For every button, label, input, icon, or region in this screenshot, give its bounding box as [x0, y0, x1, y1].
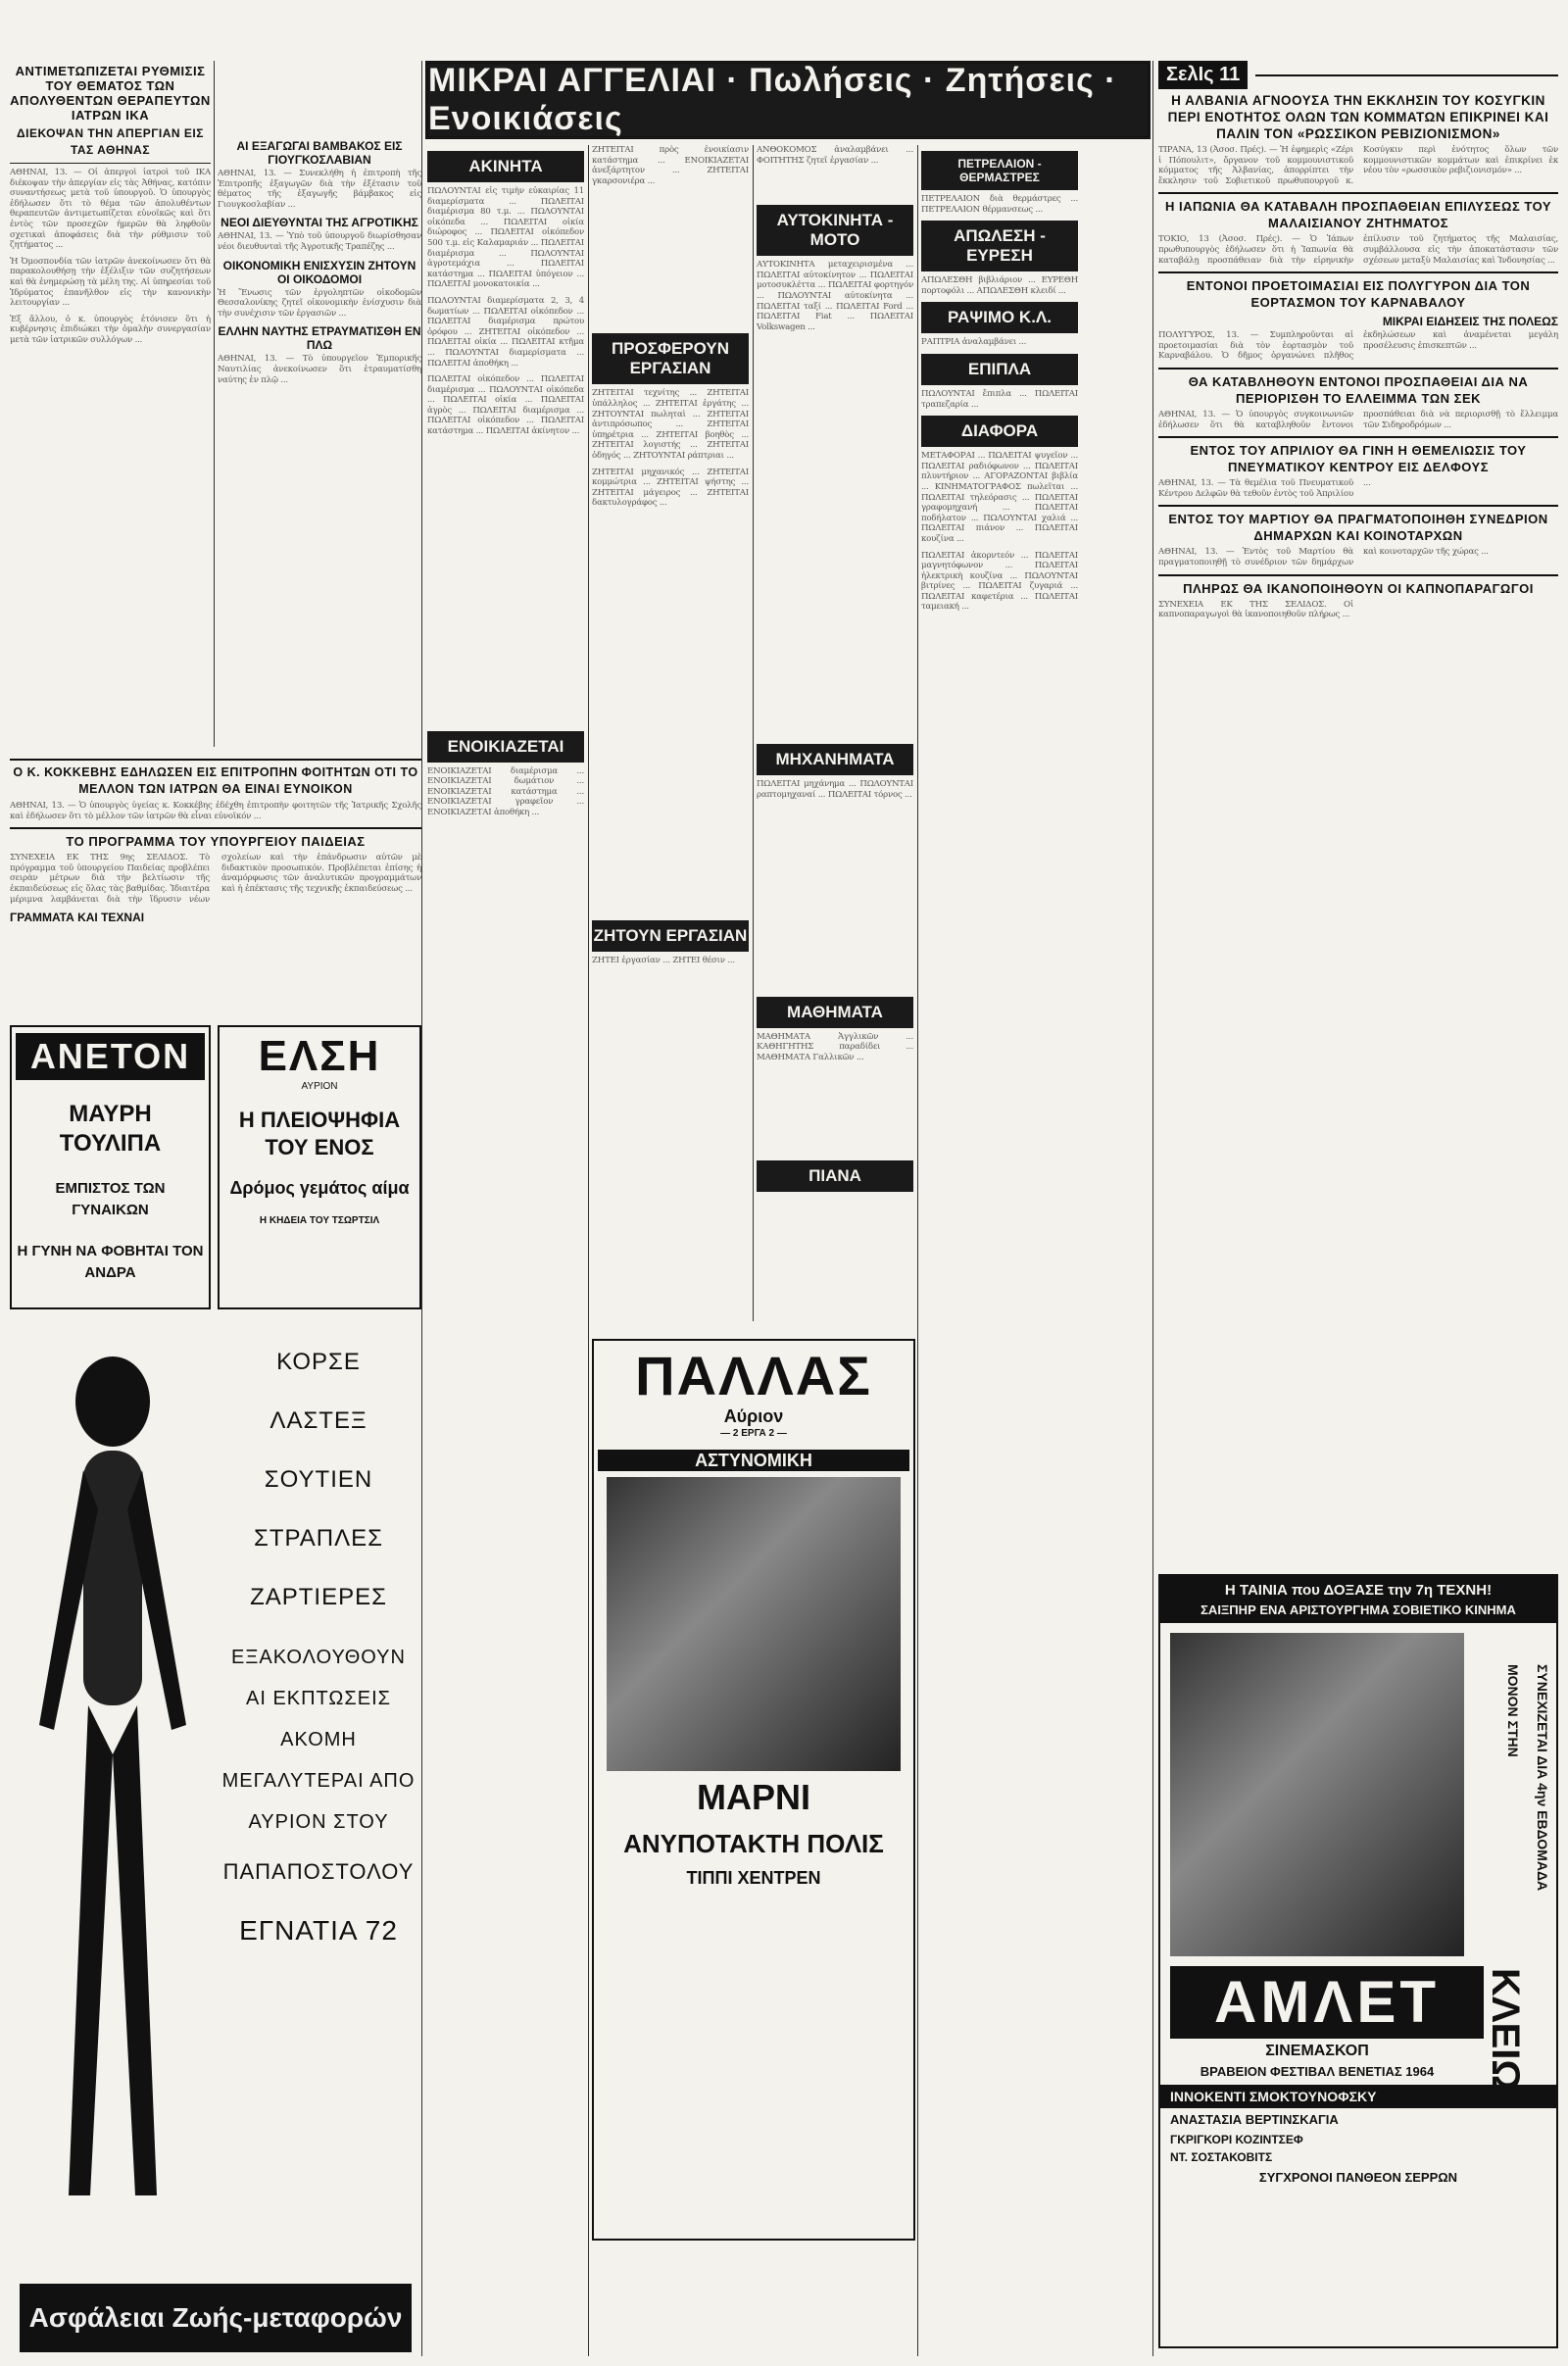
- corset-addr: ΕΓΝΑΤΙΑ 72: [239, 1915, 398, 1946]
- ad-pallas-film2: ΜΑΡΝΙ: [697, 1777, 810, 1817]
- article-text: ΑΘΗΝΑΙ, 13. — Συνεκλήθη ἡ ἐπιτροπὴ τῆς Ἐπιτροπῆς ἐξαγωγῶν διὰ τὴν ἐξέτασιν τοῦ θέματος τῆς ἐξαγωγῆς βάμβακος εἰς Γιουγκοσλαβίαν ...: [218, 169, 421, 210]
- classified-entries: ΖΗΤΕΙΤΑΙ μηχανικός ... ΖΗΤΕΙΤΑΙ κομμώτρια ... ΖΗΤΕΙΤΑΙ ψήστης ... ΖΗΤΕΙΤΑΙ μάγειρος ... ΖΗΤΕΙΤΑΙ δακτυλογράφος ...: [592, 467, 749, 509]
- classified-entries: ΠΩΛΕΙΤΑΙ μηχάνημα ... ΠΩΛΟΥΝΤΑΙ ραπτομηχαναί ... ΠΩΛΕΙΤΑΙ τόρνος ...: [757, 779, 913, 800]
- divider: [1158, 368, 1558, 370]
- ad-elsi-top: ΑΥΡΙΟΝ: [301, 1081, 338, 1092]
- section-lost-found: ΑΠΩΛΕΣΗ - ΕΥΡΕΣΗ: [921, 221, 1078, 271]
- corset-item: ΚΟΡΣΕ: [276, 1349, 361, 1375]
- left-news-band: [10, 755, 421, 926]
- ad-hamlet-director: ΓΚΡΙΓΚΟΡΙ ΚΟΖΙΝΤΣΕΦ: [1170, 2133, 1303, 2146]
- divider: [10, 759, 421, 761]
- headline-tobacco: ΠΛΗΡΩΣ ΘΑ ΙΚΑΝΟΠΟΙΗΘΟΥΝ ΟΙ ΚΑΠΝΟΠΑΡΑΓΩΓΟΙ: [1183, 580, 1534, 596]
- ad-elsi-cinema: [218, 1025, 421, 1309]
- ad-hamlet-vertical: ΣΥΝΕΧΙΖΕΤΑΙ ΔΙΑ 4ην ΕΒΔΟΜΑΔΑ: [1535, 1664, 1550, 1892]
- classifieds-banner: ΜΙΚΡΑΙ ΑΓΓΕΛΙΑΙ · Πωλήσεις · Ζητήσεις · Ενοικιάσεις: [425, 61, 1151, 139]
- column-rule: [421, 61, 422, 2356]
- section-for-rent: ΕΝΟΙΚΙΑΖΕΤΑΙ: [427, 731, 584, 763]
- classified-entries: ΑΥΤΟΚΙΝΗΤΑ μεταχειρισμένα ... ΠΩΛΕΙΤΑΙ αὐτοκίνητον ... ΠΩΛΕΙΤΑΙ μοτοσυκλέττα ... ΠΩΛΕΙΤΑΙ φορτηγόν ... ΠΩΛΟΥΝΤΑΙ αὐτοκίνητα ... ΠΩΛΕΙΤΑΙ ταξί ... ΠΩΛΕΙΤΑΙ Ford ... ΠΩΛΕΙΤΑΙ Fiat ... ΠΩΛΕΙΤΑΙ Volkswagen ...: [757, 260, 913, 332]
- classifieds-col-4: [921, 145, 1078, 2350]
- article-text: ΑΘΗΝΑΙ, 13. — Τὰ θεμέλια τοῦ Πνευματικοῦ Κέντρου Δελφῶν θὰ τεθοῦν ἐντὸς τοῦ Ἀπριλίου ...: [1158, 478, 1371, 499]
- classified-entries: ΑΠΩΛΕΣΘΗ βιβλιάριον ... ΕΥΡΕΘΗ πορτοφόλι ... ΑΠΩΛΕΣΘΗ κλειδί ...: [921, 275, 1078, 296]
- woman-figure-illustration: [20, 1313, 206, 2274]
- ad-hamlet-music: ΝΤ. ΣΟΣΤΑΚΟΒΙΤΣ: [1170, 2150, 1273, 2164]
- subhead-builders: ΟΙΚΟΝΟΜΙΚΗ ΕΝΙΣΧΥΣΙΝ ΖΗΤΟΥΝ ΟΙ ΟΙΚΟΔΟΜΟΙ: [222, 258, 416, 286]
- article-text: ΤΟΚΙΟ, 13 (Ἀσοσ. Πρές). — Ὁ Ἰάπων πρωθυπουργὸς ἐδήλωσεν ὅτι ἡ Ἰαπωνία θὰ καταβάλῃ προσπάθειαν διὰ τὴν εἰρηνικὴν ἐπίλυσιν τοῦ ζητήματος τῆς Μαλαισίας, συμβάλλουσα εἰς τὴν ἀποκατάστασιν τῶν σχέσεων μεταξὺ Μαλαισίας καὶ Ἰνδονησίας ...: [1158, 234, 1558, 266]
- section-real-estate: ΑΚΙΝΗΤΑ: [427, 151, 584, 182]
- article-text: ΤΙΡΑΝΑ, 13 (Ἀσοσ. Πρές). — Ἡ ἐφημερὶς «Ζέρι ἰ Πόπουλιτ», ὄργανον τοῦ κομμουνιστικοῦ κόμματος τῆς Ἀλβανίας, ἀπορρίπτει τὴν ἔκκλησιν τοῦ Σοβιετικοῦ πρωθυπουργοῦ κ. Κοσύγκιν περὶ ἑνότητος ὅλων τῶν κομμουνιστικῶν κομμάτων καὶ ἐπικρίνει ἐκ νέου τὸν «ρωσσικὸν ρεβιζιονισμόν» ...: [1158, 145, 1558, 186]
- classified-entries: ΖΗΤΕΙΤΑΙ τεχνίτης ... ΖΗΤΕΙΤΑΙ ὑπάλληλος ... ΖΗΤΕΙΤΑΙ ἐργάτης ... ΖΗΤΟΥΝΤΑΙ πωληταὶ ... ΖΗΤΕΙΤΑΙ ἀντιπρόσωπος ... ΖΗΤΕΙΤΑΙ ὑπηρέτρια ... ΖΗΤΕΙΤΑΙ βοηθὸς ... ΖΗΤΕΙΤΑΙ λογιστής ... ΖΗΤΕΙΤΑΙ ὀδηγός ... ΖΗΤΟΥΝΤΑΙ ράπτριαι ...: [592, 388, 749, 461]
- classified-entries: ΠΩΛΟΥΝΤΑΙ ἔπιπλα ... ΠΩΛΕΙΤΑΙ τραπεζαρία ...: [921, 388, 1078, 410]
- ad-hamlet-title: ΑΜΛΕΤ: [1170, 1966, 1484, 2039]
- ad-aneton-film2: ΕΜΠΙΣΤΟΣ ΤΩΝ ΓΥΝΑΙΚΩΝ: [55, 1180, 166, 1218]
- column-rule: [214, 61, 215, 747]
- section-lessons: ΜΑΘΗΜΑΤΑ: [757, 997, 913, 1028]
- classified-entries: ΠΩΛΟΥΝΤΑΙ διαμερίσματα 2, 3, 4 δωματίων ... ΠΩΛΕΙΤΑΙ οἰκόπεδον ... ΠΩΛΕΙΤΑΙ διαμέρισμα πρώτου ὀρόφου ... ΖΗΤΕΙΤΑΙ οἰκόπεδον ... ΠΩΛΕΙΤΑΙ οἰκία ... ΠΩΛΕΙΤΑΙ κτῆμα ... ΠΩΛΟΥΝΤΑΙ διαμερίσματα ... ΠΩΛΕΙΤΑΙ ἀποθήκη ...: [427, 295, 584, 369]
- rubric-letters: ΓΡΑΜΜΑΤΑ ΚΑΙ ΤΕΧΝΑΙ: [10, 911, 145, 925]
- corset-item: ΖΑΡΤΙΕΡΕΣ: [250, 1584, 387, 1610]
- headline-education: ΤΟ ΠΡΟΓΡΑΜΜΑ ΤΟΥ ΥΠΟΥΡΓΕΙΟΥ ΠΑΙΔΕΙΑΣ: [66, 834, 366, 850]
- ad-aneton-cinema: [10, 1025, 211, 1309]
- ad-pallas-cinema: [592, 1339, 915, 2241]
- column-rule: [588, 145, 589, 2356]
- article-text: ΣΥΝΕΧΕΙΑ ΕΚ ΤΗΣ ΣΕΛΙΔΟΣ. Οἱ καπνοπαραγωγοὶ θὰ ἱκανοποιηθοῦν πλήρως ...: [1158, 599, 1353, 620]
- headline-sek: ΘΑ ΚΑΤΑΒΛΗΘΟΥΝ ΕΝΤΟΝΟΙ ΠΡΟΣΠΑΘΕΙΑΙ ΔΙΑ ΝΑ ΠΕΡΙΟΡΙΣΘΗ ΤΟ ΕΛΛΕΙΜΜΑ ΤΩΝ ΣΕΚ: [1188, 373, 1529, 406]
- classified-entries: ΜΕΤΑΦΟΡΑΙ ... ΠΩΛΕΙΤΑΙ ψυγεῖον ... ΠΩΛΕΙΤΑΙ ραδιόφωνον ... ΠΩΛΕΙΤΑΙ πλυντήριον ... ΑΓΟΡΑΖΟΝΤΑΙ βιβλία ... ΚΙΝΗΜΑΤΟΓΡΑΦΟΣ πωλεῖται ... ΠΩΛΕΙΤΑΙ τηλεόρασις ... ΠΩΛΕΙΤΑΙ γραφομηχανή ... ΠΩΛΕΙΤΑΙ ποδήλατον ... ΠΩΛΟΥΝΤΑΙ χαλιά ... ΠΩΛΕΙΤΑΙ πιάνον ... ΠΩΛΕΙΤΑΙ κουζίνα ...: [921, 451, 1078, 544]
- corset-note: ΕΞΑΚΟΛΟΥΘΟΥΝ ΑΙ ΕΚΠΤΩΣΕΙΣ ΑΚΟΜΗ ΜΕΓΑΛΥΤΕΡΑΙ ΑΠΟ ΑΥΡΙΟΝ ΣΤΟΥ: [221, 1647, 416, 1833]
- article-text: ΑΘΗΝΑΙ, 13. — Οἱ ἀπεργοὶ ἰατροὶ τοῦ ΙΚΑ διέκοψαν τὴν ἀπεργίαν εἰς τὰς Ἀθήνας, κατόπιν συναντήσεως μετὰ τοῦ ὑπουργοῦ. Ὁ ὑπουργὸς ἐδήλωσεν ὅτι τὸ θέμα τῶν ἀπολυθέντων θεραπευτῶν ἀντιμετωπίζεται εὐνοϊκῶς καὶ ὅτι ἐντὸς τῶν προσεχῶν ἡμερῶν θὰ ληφθοῦν σχετικαὶ ἀποφάσεις διὰ τὴν ρύθμισιν τοῦ ζητήματος ...: [10, 168, 211, 251]
- ad-elsi-main: Η ΠΛΕΙΟΨΗΦΙΑ ΤΟΥ ΕΝΟΣ: [238, 1108, 401, 1159]
- classified-entries: ΖΗΤΕΙ ἐργασίαν ... ΖΗΤΕΙ θέσιν ...: [592, 955, 735, 965]
- classified-entries: ΜΑΘΗΜΑΤΑ Ἀγγλικῶν ... ΚΑΘΗΓΗΤΗΣ παραδίδει ... ΜΑΘΗΜΑΤΑ Γαλλικῶν ...: [757, 1031, 913, 1062]
- left-news-col-a: [10, 61, 211, 352]
- classified-entries: ΖΗΤΕΙΤΑΙ πρὸς ἐνοικίασιν κατάστημα ... ΕΝΟΙΚΙΑΖΕΤΑΙ ἀνεξάρτητον ... ΖΗΤΕΙΤΑΙ γκαρσονιέρα ...: [592, 145, 749, 186]
- divider: [1255, 74, 1558, 76]
- ad-hamlet-top: [1160, 1576, 1556, 1623]
- headline-mayors: ΕΝΤΟΣ ΤΟΥ ΜΑΡΤΙΟΥ ΘΑ ΠΡΑΓΜΑΤΟΠΟΙΗΘΗ ΣΥΝΕΔΡΙΟΝ ΔΗΜΑΡΧΩΝ ΚΑΙ ΚΟΙΝΟΤΑΡΧΩΝ: [1168, 512, 1548, 544]
- corset-item: ΛΑΣΤΕΞ: [270, 1407, 368, 1434]
- article-text: ΑΘΗΝΑΙ, 13. — Ὁ ὑπουργὸς ὑγείας κ. Κοκκέβης ἐδέχθη ἐπιτροπὴν φοιτητῶν τῆς Ἰατρικῆς Σχολῆς καὶ ἐδήλωσεν ὅτι τὸ μέλλον τῶν ἰατρῶν θὰ εἶναι εὐνοϊκόν ...: [10, 801, 421, 821]
- classified-entries: ΕΝΟΙΚΙΑΖΕΤΑΙ διαμέρισμα ... ΕΝΟΙΚΙΑΖΕΤΑΙ δωμάτιον ... ΕΝΟΙΚΙΑΖΕΤΑΙ κατάστημα ... ΕΝΟΙΚΙΑΖΕΤΑΙ γραφεῖον ... ΕΝΟΙΚΙΑΖΕΤΑΙ ἀποθήκη ...: [427, 765, 584, 818]
- section-sewing: ΡΑΨΙΜΟ Κ.Λ.: [921, 302, 1078, 333]
- page-header: [1158, 61, 1558, 89]
- divider: [1158, 271, 1558, 273]
- article-text: ΠΟΛΥΓΥΡΟΣ, 13. — Συμπληροῦνται αἱ προετοιμασίαι διὰ τὸν ἑορτασμὸν τοῦ Καρναβάλου. Ὁ δῆμος ὀργανώνει πλῆθος ἐκδηλώσεων καὶ ἀναμένεται μεγάλη προσέλευσις ἐπισκεπτῶν ...: [1158, 330, 1558, 362]
- column-rule: [1152, 61, 1153, 2356]
- ad-hamlet-cinema: [1158, 1574, 1558, 2348]
- ad-pallas-film4: ΤΙΠΠΙ ΧΕΝΤΡΕΝ: [686, 1868, 821, 1888]
- ad-hamlet-side2: ΜΟΝΟΝ ΣΤΗΝ: [1505, 1664, 1521, 1757]
- classifieds-col-2: [592, 145, 749, 1321]
- corset-item: ΣΟΥΤΙΕΝ: [264, 1466, 373, 1493]
- ad-hamlet-photo: [1170, 1633, 1464, 1956]
- headline-polygyros: ΕΝΤΟΝΟΙ ΠΡΟΕΤΟΙΜΑΣΙΑΙ ΕΙΣ ΠΟΛΥΓΥΡΟΝ ΔΙΑ ΤΟΝ ΕΟΡΤΑΣΜΟΝ ΤΟΥ ΚΑΡΝΑΒΑΛΟΥ: [1186, 278, 1531, 311]
- divider: [10, 163, 211, 164]
- ad-pallas-film3: ΑΝΥΠΟΤΑΚΤΗ ΠΟΛΙΣ: [623, 1829, 884, 1858]
- headline-kokkevis: Ο Κ. ΚΟΚΚΕΒΗΣ ΕΔΗΛΩΣΕΝ ΕΙΣ ΕΠΙΤΡΟΠΗΝ ΦΟΙΤΗΤΩΝ ΟΤΙ ΤΟ ΜΕΛΛΟΝ ΤΩΝ ΙΑΤΡΩΝ ΘΑ ΕΙΝΑΙ ΕΥΝΟΙΚΟΝ: [13, 765, 418, 796]
- ad-insurance-text: Ασφάλειαι Ζωής-μεταφορών: [28, 2302, 403, 2333]
- subhead-cotton: ΑΙ ΕΞΑΓΩΓΑΙ ΒΑΜΒΑΚΟΣ ΕΙΣ ΓΙΟΥΓΚΟΣΛΑΒΙΑΝ: [236, 139, 403, 167]
- ad-hamlet-foot: ΣΥΓΧΡΟΝΟΙ ΠΑΝΘΕΟΝ ΣΕΡΡΩΝ: [1258, 2170, 1458, 2185]
- ad-hamlet-side: ΚΛΕΙΩ: [1484, 1968, 1527, 2092]
- divider: [1158, 505, 1558, 507]
- article-text: Ἐξ ἄλλου, ὁ κ. ὑπουργὸς ἐτόνισεν ὅτι ἡ κυβέρνησις ἐπιδιώκει τὴν ὁμαλὴν συνεργασίαν μετὰ τῶν ἰατρικῶν συλλόγων ...: [10, 314, 211, 345]
- ad-elsi-title: ΕΛΣΗ: [258, 1032, 381, 1080]
- section-job-seekers: ΖΗΤΟΥΝ ΕΡΓΑΣΙΑΝ: [592, 920, 749, 952]
- corset-list: [220, 1333, 416, 1960]
- article-text: ΑΘΗΝΑΙ, 13. — Ὑπὸ τοῦ ὑπουργοῦ διωρίσθησαν νέοι διευθυνταὶ τῆς Ἀγροτικῆς Τραπέζης ...: [218, 231, 421, 252]
- subhead-agrotiki: ΝΕΟΙ ΔΙΕΥΘΥΝΤΑΙ ΤΗΣ ΑΓΡΟΤΙΚΗΣ: [220, 216, 418, 230]
- headline-strike: ΔΙΕΚΟΨΑΝ ΤΗΝ ΑΠΕΡΓΙΑΝ ΕΙΣ ΤΑΣ ΑΘΗΝΑΣ: [17, 126, 204, 157]
- article-text: Ἡ Ὀμοσπονδία τῶν ἰατρῶν ἀνεκοίνωσεν ὅτι θὰ παρακολουθήσῃ τὴν ἐξέλιξιν τῶν συζητήσεων καὶ θὰ ἐνημερώσῃ τὰ μέλη της. Αἱ ὑπηρεσίαι τοῦ Ἱδρύματος ἐπανῆλθον εἰς τὴν κανονικὴν λειτουργίαν ...: [10, 256, 211, 309]
- classifieds-col-1: [427, 145, 584, 2350]
- article-text: Ἡ Ἕνωσις τῶν ἐργοληπτῶν οἰκοδομῶν Θεσσαλονίκης ζητεῖ οἰκονομικὴν ἐνίσχυσιν διὰ τὴν συνέχισιν τῶν ἐργασιῶν ...: [218, 287, 421, 319]
- divider: [1158, 436, 1558, 438]
- divider: [10, 827, 421, 829]
- ad-hamlet-cinemascope: ΣΙΝΕΜΑΣΚΟΠ: [1265, 2043, 1369, 2059]
- ad-pallas-film1: ΑΣΤΥΝΟΜΙΚΗ: [598, 1450, 909, 1471]
- ad-pallas-photo: [607, 1477, 901, 1771]
- subhead-city-news: ΜΙΚΡΑΙ ΕΙΔΗΣΕΙΣ ΤΗΣ ΠΟΛΕΩΣ: [1382, 315, 1558, 329]
- article-text: ΑΘΗΝΑΙ, 13. — Ὁ ὑπουργὸς συγκοινωνιῶν ἐδήλωσεν ὅτι θὰ καταβληθοῦν ἔντονοι προσπάθειαι διὰ νὰ περιορισθῇ τὸ ἔλλειμμα τῶν Σιδηροδρόμων ...: [1158, 409, 1558, 430]
- ad-pallas-top: Αύριον: [723, 1406, 784, 1426]
- headline-albania: Η ΑΛΒΑΝΙΑ ΑΓΝΟΟΥΣΑ ΤΗΝ ΕΚΚΛΗΣΙΝ ΤΟΥ ΚΟΣΥΓΚΙΝ ΠΕΡΙ ΕΝΟΤΗΤΟΣ ΟΛΩΝ ΤΩΝ ΚΟΜΜΑΤΩΝ ΕΠΙΚΡΙΝΕΙ ΚΑΙ ΠΑΛΙΝ ΤΟΝ «ΡΩΣΣΙΚΟΝ ΡΕΒΙΖΙΟΝΙΣΜΟΝ»: [1167, 93, 1549, 141]
- section-misc: ΔΙΑΦΟΡΑ: [921, 416, 1078, 447]
- ad-hamlet-prize: ΒΡΑΒΕΙΟΝ ΦΕΣΤΙΒΑΛ ΒΕΝΕΤΙΑΣ 1964: [1200, 2064, 1435, 2079]
- corset-item: ΣΤΡΑΠΛΕΣ: [254, 1525, 383, 1552]
- section-petroleum: ΠΕΤΡΕΛΑΙΟΝ - ΘΕΡΜΑΣΤΡΕΣ: [921, 151, 1078, 190]
- classified-entries: ΑΝΘΟΚΟΜΟΣ ἀναλαμβάνει ... ΦΟΙΤΗΤΗΣ ζητεῖ ἐργασίαν ...: [757, 145, 913, 166]
- classified-entries: ΠΩΛΟΥΝΤΑΙ εἰς τιμὴν εὐκαιρίας 11 διαμερίσματα ... ΠΩΛΕΙΤΑΙ διαμέρισμα 80 τ.μ. ... ΠΩΛΟΥΝΤΑΙ οἰκόπεδα ... ΠΩΛΕΙΤΑΙ οἰκία διώροφος ... ΠΩΛΕΙΤΑΙ οἰκόπεδον 500 τ.μ. εἰς Καλαμαριάν ... ΠΩΛΕΙΤΑΙ διαμέρισμα ... ΠΩΛΟΥΝΤΑΙ ἀγροτεμάχια ... ΠΩΛΕΙΤΑΙ κατάστημα ... ΠΩΛΕΙΤΑΙ ὑπόγειον ... ΠΩΛΕΙΤΑΙ μονοκατοικία ...: [427, 186, 584, 290]
- ad-hamlet-actress: ΑΝΑΣΤΑΣΙΑ ΒΕΡΤΙΝΣΚΑΓΙΑ: [1170, 2112, 1339, 2127]
- left-news-col-b: [218, 61, 421, 391]
- column-rule: [917, 145, 918, 2356]
- section-furniture: ΕΠΙΠΛΑ: [921, 354, 1078, 385]
- classified-entries: ΠΩΛΕΙΤΑΙ ἀκορντεόν ... ΠΩΛΕΙΤΑΙ μαγνητόφωνον ... ΠΩΛΕΙΤΑΙ ἠλεκτρικὴ κουζίνα ... ΠΩΛΟΥΝΤΑΙ βιτρίνες ... ΠΩΛΕΙΤΑΙ ζυγαριά ... ΠΩΛΕΙΤΑΙ καφετέρια ... ΠΩΛΕΙΤΑΙ ταμειακή ...: [921, 550, 1078, 613]
- classifieds-col-3: [757, 145, 913, 1321]
- headline-delphi: ΕΝΤΟΣ ΤΟΥ ΑΠΡΙΛΙΟΥ ΘΑ ΓΙΝΗ Η ΘΕΜΕΛΙΩΣΙΣ ΤΟΥ ΠΝΕΥΜΑΤΙΚΟΥ ΚΕΝΤΡΟΥ ΕΙΣ ΔΕΛΦΟΥΣ: [1190, 443, 1527, 475]
- article-text: ΑΘΗΝΑΙ, 13. — Ἐντὸς τοῦ Μαρτίου θὰ πραγματοποιηθῇ τὸ συνέδριον τῶν δημάρχων καὶ κοινοταρχῶν τῆς χώρας ...: [1158, 547, 1489, 567]
- classified-entries: ΡΑΠΤΡΙΑ ἀναλαμβάνει ...: [921, 337, 1027, 348]
- corset-shop: ΠΑΠΑΠΟΣΤΟΛΟΥ: [222, 1859, 415, 1884]
- ad-hamlet-sub: ΣΑΙΞΠΗΡ ΕΝΑ ΑΡΙΣΤΟΥΡΓΗΜΑ ΣΟΒΙΕΤΙΚΟ ΚΙΝΗΜΑ: [1200, 1602, 1516, 1617]
- headline-ika: ΑΝΤΙΜΕΤΩΠΙΖΕΤΑΙ ΡΥΘΜΙΣΙΣ ΤΟΥ ΘΕΜΑΤΟΣ ΤΩΝ ΑΠΟΛΥΘΕΝΤΩΝ ΘΕΡΑΠΕΥΤΩΝ ΙΑΤΡΩΝ ΙΚΑ: [10, 64, 211, 123]
- page-number-logo: ΣελΙς 11: [1158, 61, 1248, 89]
- ad-pallas-sub: — 2 ΕΡΓΑ 2 —: [720, 1428, 787, 1439]
- ad-insurance: [20, 2284, 412, 2352]
- classified-entries: ΠΩΛΕΙΤΑΙ οἰκόπεδον ... ΠΩΛΕΙΤΑΙ διαμέρισμα ... ΠΩΛΟΥΝΤΑΙ οἰκόπεδα ... ΠΩΛΕΙΤΑΙ οἰκία ... ΠΩΛΕΙΤΑΙ ἀγρὸς ... ΠΩΛΕΙΤΑΙ διαμέρισμα ... ΠΩΛΕΙΤΑΙ οἰκόπεδον ... ΠΩΛΕΙΤΑΙ κατάστημα ... ΠΩΛΕΙΤΑΙ ἀκίνητον ...: [427, 374, 584, 437]
- ad-aneton-title: ΑΝΕΤΟΝ: [16, 1033, 205, 1080]
- divider: [1158, 574, 1558, 576]
- article-text: ΑΘΗΝΑΙ, 13. — Τὸ ὑπουργεῖον Ἐμπορικῆς Ναυτιλίας ἀνεκοίνωσεν ὅτι ἐτραυματίσθη ναύτης ἐν πλῷ ...: [218, 354, 421, 385]
- article-text: ΣΥΝΕΧΕΙΑ ΕΚ ΤΗΣ 9ης ΣΕΛΙΔΟΣ. Τὸ πρόγραμμα τοῦ ὑπουργείου Παιδείας προβλέπει σειρὰν μέτρων διὰ τὴν βελτίωσιν τῆς ἐκπαιδεύσεως εἰς ὅλας τὰς βαθμίδας. Ἰδιαιτέρα μέριμνα λαμβάνεται διὰ τὴν ἵδρυσιν νέων σχολείων καὶ τὴν ἐπάνδρωσιν αὐτῶν μὲ διδακτικὸν προσωπικόν. Προβλέπεται ἐπίσης ἡ ἀναμόρφωσις τῶν ἀναλυτικῶν προγραμμάτων καὶ ἡ ἐπέκτασις τῆς τεχνικῆς ἐκπαιδεύσεως ...: [10, 853, 421, 905]
- section-pianos: ΠΙΑΝΑ: [757, 1160, 913, 1192]
- divider: [1158, 192, 1558, 194]
- ad-pallas-title: ΠΑΛΛΑΣ: [635, 1345, 872, 1406]
- ad-elsi-foot: Η ΚΗΔΕΙΑ ΤΟΥ ΤΣΩΡΤΣΙΛ: [259, 1215, 380, 1226]
- column-rule: [753, 145, 754, 1321]
- ad-hamlet-tagline: Η ΤΑΙΝΙΑ που ΔΟΞΑΣΕ την 7η ΤΕΧΝΗ!: [1224, 1582, 1493, 1599]
- ad-corset: [10, 1304, 421, 2352]
- classified-entries: ΠΕΤΡΕΛΑΙΟΝ διὰ θερμάστρες ... ΠΕΤΡΕΛΑΙΟΝ θέρμανσεως ...: [921, 194, 1078, 215]
- subhead-sailor: ΕΛΛΗΝ ΝΑΥΤΗΣ ΕΤΡΑΥΜΑΤΙΣΘΗ ΕΝ ΠΛΩ: [218, 324, 421, 353]
- ad-hamlet-actor: ΙΝΝΟΚΕΝΤΙ ΣΜΟΚΤΟΥΝΟΦΣΚΥ: [1160, 2085, 1556, 2108]
- section-job-offers: ΠΡΟΣΦΕΡΟΥΝ ΕΡΓΑΣΙΑΝ: [592, 333, 749, 384]
- section-cars: ΑΥΤΟΚΙΝΗΤΑ - ΜΟΤΟ: [757, 205, 913, 256]
- headline-japan: Η ΙΑΠΩΝΙΑ ΘΑ ΚΑΤΑΒΑΛΗ ΠΡΟΣΠΑΘΕΙΑΝ ΕΠΙΛΥΣΕΩΣ ΤΟΥ ΜΑΛΑΙΣΙΑΝΟΥ ΖΗΤΗΜΑΤΟΣ: [1164, 199, 1552, 231]
- ad-aneton-film: ΜΑΥΡΗ ΤΟΥΛΙΠΑ: [59, 1101, 162, 1157]
- ad-aneton-film3: Η ΓΥΝΗ ΝΑ ΦΟΒΗΤΑΙ ΤΟΝ ΑΝΔΡΑ: [17, 1243, 204, 1281]
- ad-elsi-line: Δρόμος γεμάτος αίμα: [229, 1178, 410, 1198]
- section-machinery: ΜΗΧΑΝΗΜΑΤΑ: [757, 744, 913, 775]
